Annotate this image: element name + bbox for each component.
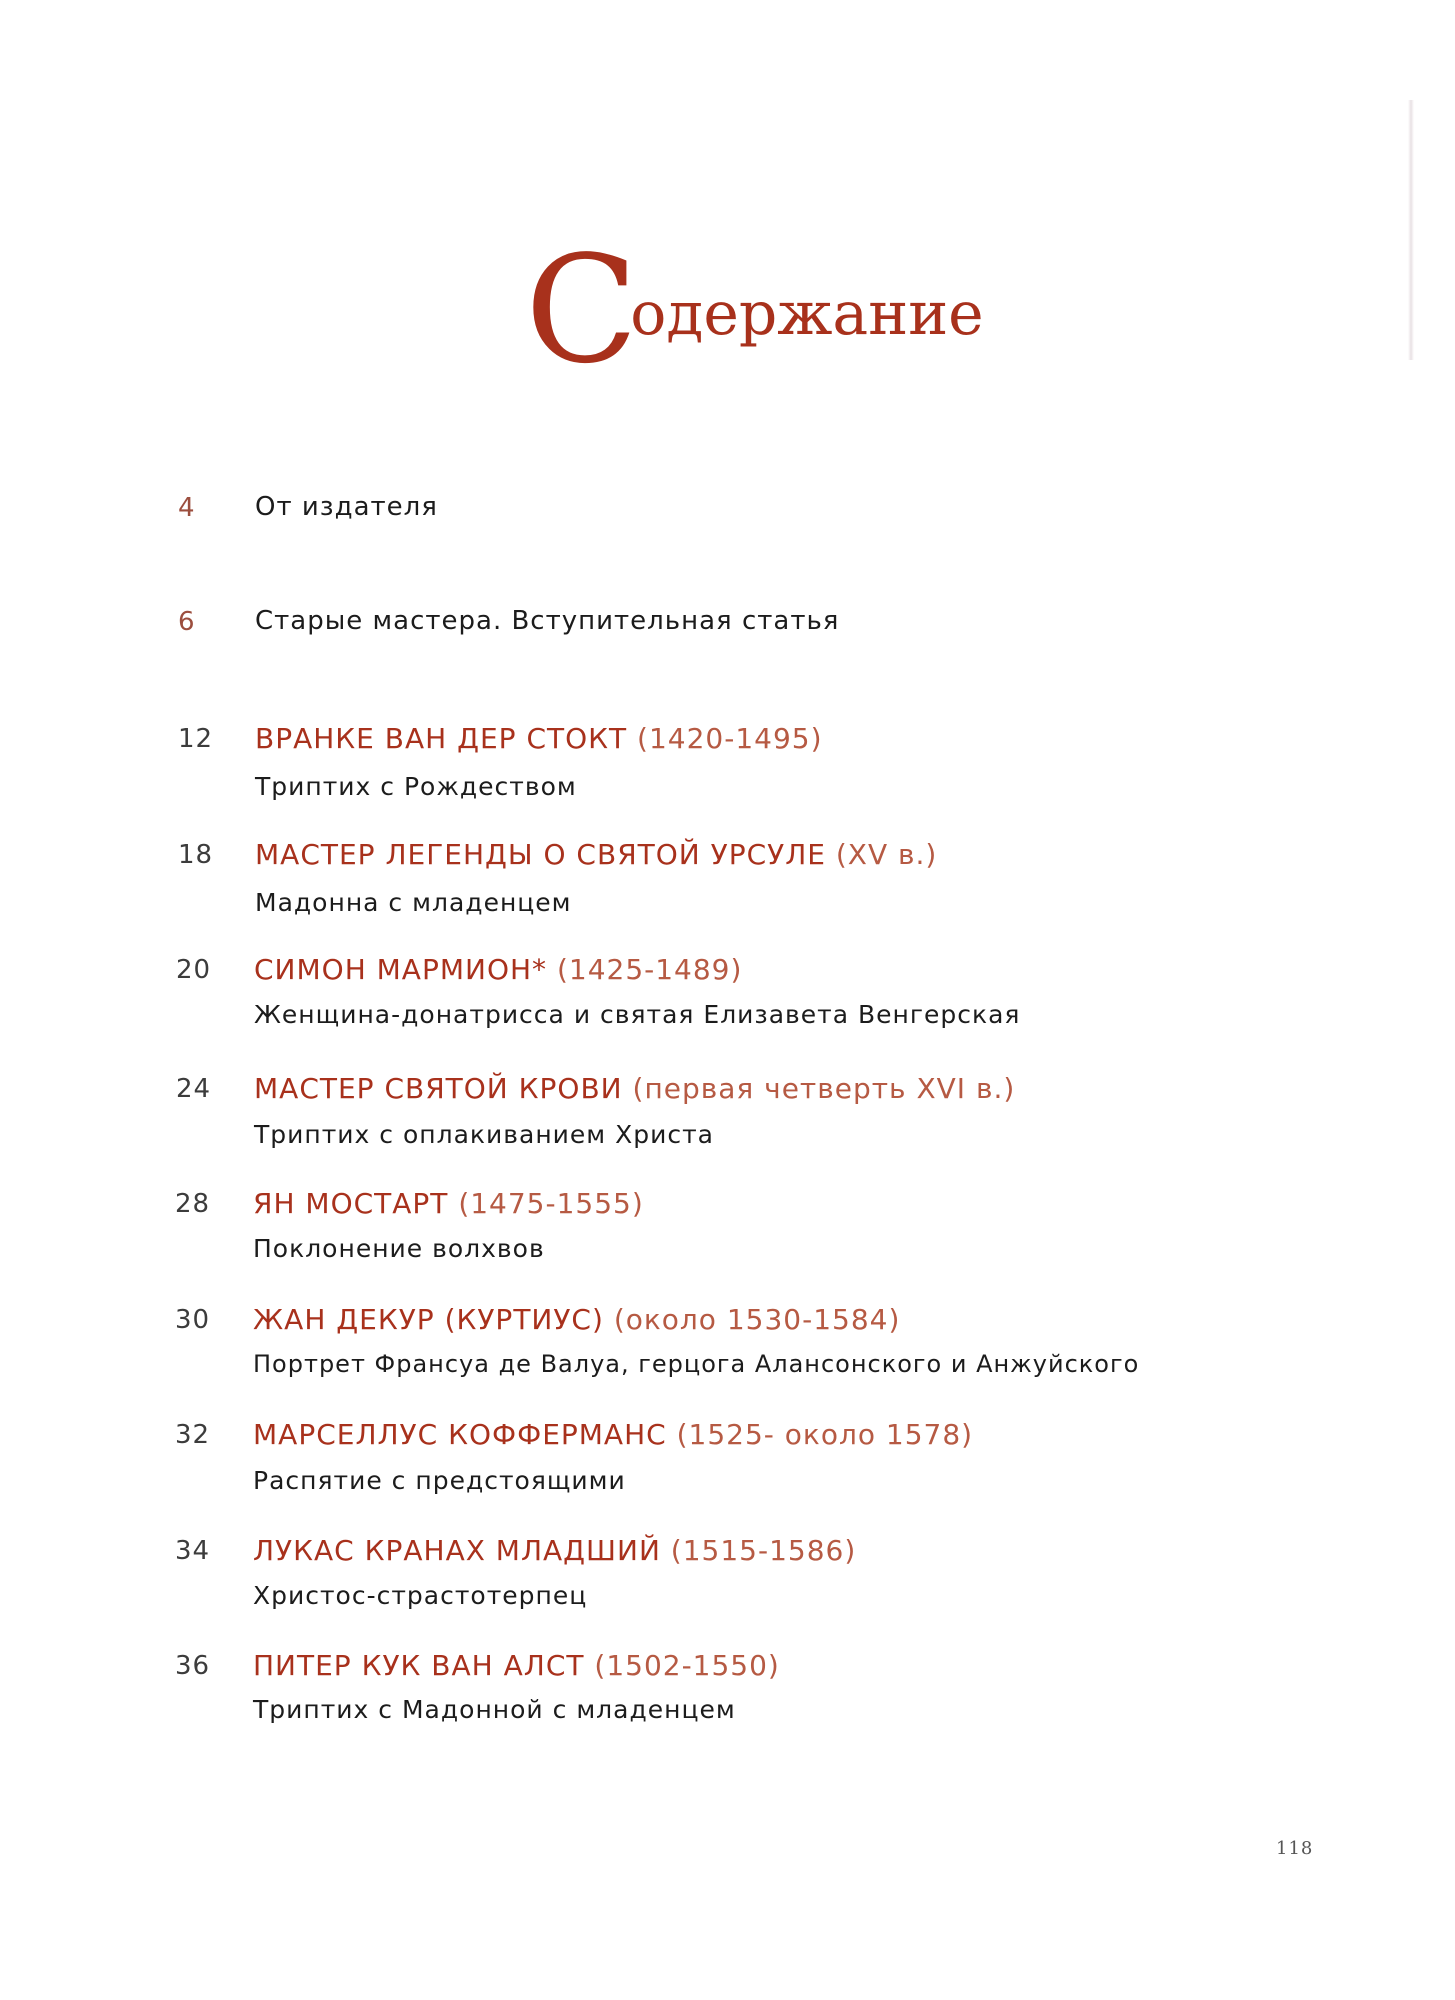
entry-artist: МАСТЕР СВЯТОЙ КРОВИ	[254, 1072, 623, 1105]
entry-title[interactable]: Старые мастера. Вступительная статья	[255, 606, 840, 636]
entry-page-number: 6	[178, 607, 196, 637]
entry-artist-line[interactable]	[253, 1534, 856, 1567]
entry-artist: ЖАН ДЕКУР (КУРТИУС)	[253, 1303, 604, 1336]
entry-work: Мадонна с младенцем	[255, 888, 572, 917]
entry-page-number: 4	[178, 493, 196, 523]
entry-work: Триптих с Рождеством	[255, 772, 577, 801]
entry-dates: (1475-1555)	[458, 1187, 644, 1220]
entry-artist-line[interactable]	[254, 1072, 1015, 1105]
entry-page-number: 34	[175, 1536, 211, 1566]
entry-work: Триптих с Мадонной с младенцем	[253, 1695, 736, 1724]
entry-page-number: 28	[175, 1189, 211, 1219]
entry-dates: (первая четверть XVI в.)	[632, 1072, 1016, 1105]
entry-work: Поклонение волхвов	[253, 1234, 545, 1263]
entry-artist: ЛУКАС КРАНАХ МЛАДШИЙ	[253, 1534, 661, 1567]
entry-artist: ВРАНКЕ ВАН ДЕР СТОКТ	[255, 722, 628, 755]
entry-dates: (около 1530-1584)	[613, 1303, 901, 1336]
entry-artist: СИМОН МАРМИОН*	[254, 953, 548, 986]
entry-artist-line[interactable]	[255, 838, 937, 871]
entry-artist-line[interactable]	[253, 1187, 644, 1220]
entry-dates: (1425-1489)	[556, 953, 743, 986]
entry-page-number: 18	[178, 840, 214, 870]
entry-title[interactable]: От издателя	[255, 492, 438, 522]
title-drop-cap: С	[525, 224, 631, 396]
title-text: одержание	[630, 279, 984, 349]
entry-dates: (1525- около 1578)	[676, 1418, 974, 1451]
entry-work: Портрет Франсуа де Валуа, герцога Алансонского и Анжуйского	[253, 1350, 1140, 1378]
entry-page-number: 24	[176, 1074, 212, 1104]
entry-page-number: 20	[176, 955, 212, 985]
entry-artist-line[interactable]	[253, 1649, 780, 1682]
entry-dates: (XV в.)	[835, 838, 938, 871]
entry-artist-line[interactable]	[255, 722, 823, 755]
entry-dates: (1420-1495)	[637, 722, 823, 755]
entry-work: Женщина-донатрисса и святая Елизавета Венгерская	[254, 1000, 1021, 1029]
entry-artist: МАРСЕЛЛУС КОФФЕРМАНС	[253, 1418, 667, 1451]
entry-work: Триптих с оплакиванием Христа	[254, 1120, 714, 1149]
entry-work: Христос-страстотерпец	[253, 1581, 588, 1610]
entry-page-number: 36	[175, 1651, 211, 1681]
entry-dates: (1502-1550)	[594, 1649, 780, 1682]
entry-artist: МАСТЕР ЛЕГЕНДЫ О СВЯТОЙ УРСУЛЕ	[255, 838, 826, 871]
entry-artist-line[interactable]	[253, 1303, 900, 1336]
entry-page-number: 30	[175, 1305, 211, 1335]
entry-work: Распятие с предстоящими	[253, 1466, 626, 1495]
entry-artist: ЯН МОСТАРТ	[253, 1187, 449, 1220]
entry-artist-line[interactable]	[253, 1418, 973, 1451]
entry-artist-line[interactable]	[254, 953, 742, 986]
entry-page-number: 12	[178, 724, 214, 754]
entry-artist: ПИТЕР КУК ВАН АЛСТ	[253, 1649, 585, 1682]
entry-dates: (1515-1586)	[670, 1534, 857, 1567]
entry-page-number: 32	[175, 1420, 211, 1450]
page-folio-number: 118	[1276, 1838, 1314, 1859]
